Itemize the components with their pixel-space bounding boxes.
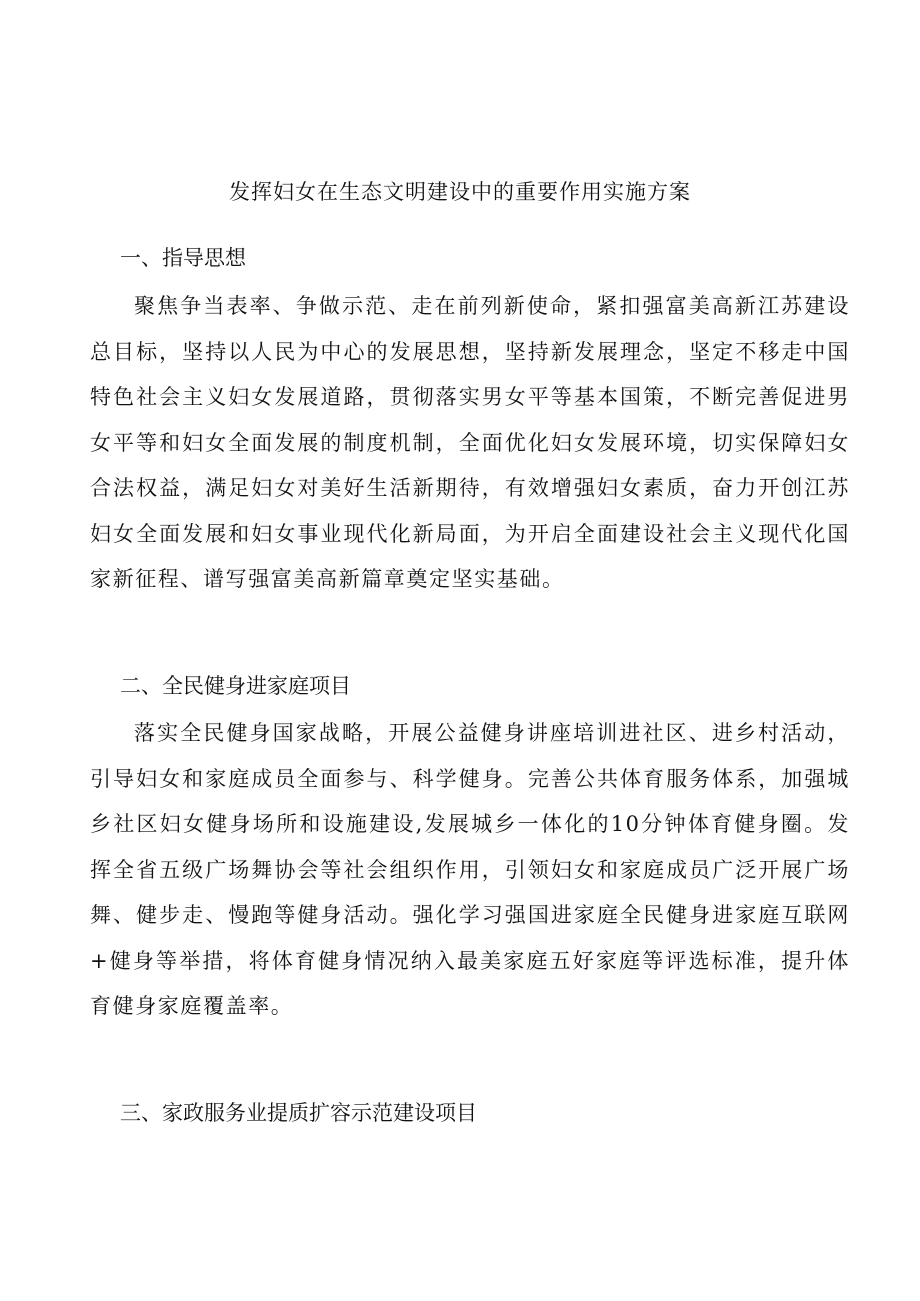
section-heading-housekeeping-project: 三、家政服务业提质扩容示范建设项目 <box>120 1101 477 1125</box>
section-heading-fitness-project: 二、全民健身进家庭项目 <box>120 674 351 698</box>
section-paragraph-guiding-ideology: 聚焦争当表率、争做示范、走在前列新使命，紧扣强富美高新江苏建设总目标，坚持以人民为中心的发展思想，坚持新发展理念，坚定不移走中国特色社会主义妇女发展道路，贯彻落实男女平等基本国策，不断完善促进男女平等和妇女全面发展的制度机制，全面优化妇女发展环境，切实保障妇女合法权益，满足妇女对美好生活新期待，有效增强妇女素质，奋力开创江苏妇女全面发展和妇女事业现代化新局面，为开启全面建设社会主义现代化国家新征程、谱写强富美高新篇章奠定坚实基础。 <box>90 294 850 591</box>
document-title: 发挥妇女在生态文明建设中的重要作用实施方案 <box>229 180 691 204</box>
section-paragraph-fitness-project: 落实全民健身国家战略，开展公益健身讲座培训进社区、进乡村活动，引导妇女和家庭成员全面参与、科学健身。完善公共体育服务体系，加强城乡社区妇女健身场所和设施建设,发展城乡一体化的10分钟体育健身圈。发挥全省五级广场舞协会等社会组织作用，引领妇女和家庭成员广泛开展广场舞、健步走、慢跑等健身活动。强化学习强国进家庭全民健身进家庭互联网+健身等举措，将体育健身情况纳入最美家庭五好家庭等评选标准，提升体育健身家庭覆盖率。 <box>90 721 850 1018</box>
section-heading-guiding-ideology: 一、指导思想 <box>120 246 246 270</box>
